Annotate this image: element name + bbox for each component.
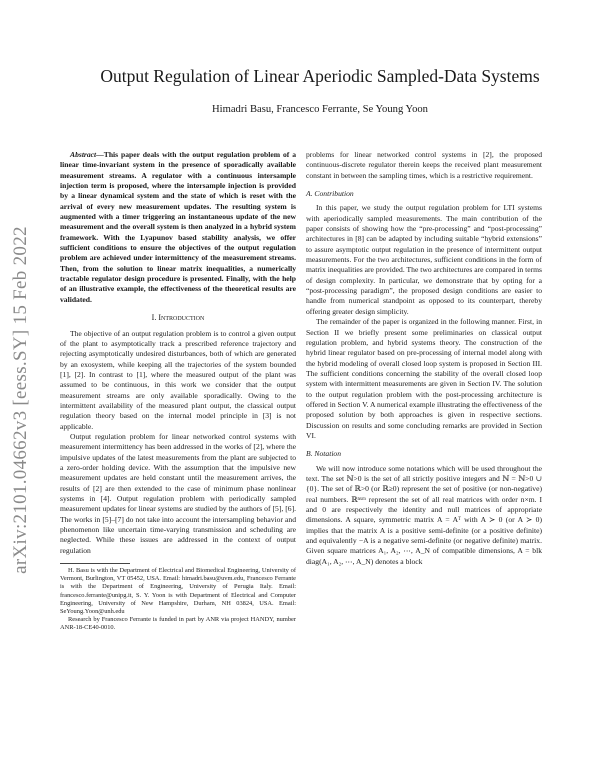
notation-paragraph: We will now introduce some notations which will be used throughout the text. The set ℕ>0 is the set of all strictly positive integers and ℕ = ℕ>0 ∪ {0}. The set of ℝ>0 (or ℝ≥0) represent the set of positive (or non-negative) real numbers. ℝⁿˣᵐ represent the set of all real matrices with order n×m. I and 0 are respectively the identity and null matrices of appropriate dimensions. A square, symmetric matrix A = Aᵀ with A ≻ 0 (or A ≻ 0) implies that the matrix A is a positive semi-definite (or a positive definite) and equivalently −A is a negative semi-definite (or negative definite) matrix. Given square matrices A₁, A₂, ⋯, A_N of compatible dimensions, A = blk diag(A₁, A₂, ⋯, A_N) denotes a block bbox=[306, 463, 542, 566]
organization-paragraph: The remainder of the paper is organized in the following manner. First, in Section II we briefly present some preliminaries on classical output regulation problem, and hybrid systems theory. The construction of the hybrid linear regulator based on pre-processing of internal model along with the hybrid modeling of overall closed loop system is proposed in Section III. The sufficient conditions concerning the stability of the overall closed loop system with intermittent measurements are given in Section IV. The solution to the output regulation problem with the post-processing architecture is offered in Section V. A numerical example illustrating the effectiveness of the proposed solution by both approaches is given in respective sections. Discussion on results and some concluding remarks are provided in Section VI. bbox=[306, 317, 542, 440]
arxiv-stamp bbox=[6, 190, 36, 610]
right-column bbox=[306, 150, 542, 567]
abstract-label: Abstract bbox=[70, 150, 97, 159]
footnote-funding: Research by Francesco Ferrante is funded in part by ANR via project HANDY, number ANR-18-CE40-0010. bbox=[60, 616, 296, 632]
abstract-text: —This paper deals with the output regulation problem of a linear time-invariant system in the presence of sporadically available measurement streams. A regulator with a continuous intersample injection term is proposed, where the intersample injection is provided by a linear dynamical system and the state of which is reset with the arrival of every new measurement updates. The resulting system is augmented with a timer triggering an instantaneous update of the new measurement and the overall system is then analyzed in a hybrid system framework. With the Lyapunov based stability analysis, we offer sufficient conditions to ensure the objectives of the output regulation problem are achieved under intermittency of the measurement streams. Then, from the solution to linear matrix inequalities, a numerically tractable regulator design procedure is presented. Finally, with the help of an illustrative example, the effectiveness of the theoretical results are validated. bbox=[60, 150, 296, 304]
subsection-heading-contribution: A. Contribution bbox=[306, 189, 354, 199]
footnote-rule bbox=[60, 563, 130, 564]
contribution-paragraph: In this paper, we study the output regulation problem for LTI systems with aperiodically sampled measurements. The main contribution of the paper consists of showing how the “pre-processing” and “post-processing” architectures in [8] can be adapted by including suitable “hybrid extensions” to assure asymptotic output regulation in the presence of intermittent output measurements. For the two architectures, sufficient conditions in the form of matrix inequalities are provided. The two architectures are compared in terms of design complexity. In particular, we demonstrate that by opting for a “post-processing paradigm”, the proposed design conditions are easier to handle from numerical standpoint as opposed to its counterpart, thereby offering greater design simplicity. bbox=[306, 203, 542, 316]
intro-paragraph-2: Output regulation problem for linear networked control systems with measurement intermittency has been addressed in the works of [2], where the impulsive updates of the latest measurements from the plant are subjected to a zero-order holding device. With the assumption that the impulsive new measurement updates are held constant until the measurement arrives, the results of [2] are then extended to the case of minimum phase nonlinear systems in [4]. Output regulation problem with periodically sampled measurement updates for linear systems are studied by the authors of [5], [6]. The works in [5]–[7] do not take into account the intersampling behavior and phenomenon like uncertain time-varying transmission and scheduling are neglected. While these issues are addressed in the context of output regulation bbox=[60, 431, 296, 555]
subsection-heading-notation: B. Notation bbox=[306, 449, 342, 459]
abstract bbox=[60, 150, 296, 305]
footnote-affiliations: H. Basu is with the Department of Electrical and Biomedical Engineering, University of Vermont, Burlington, VT 05452, USA. Email: himadri.basu@uvm.edu, Francesco Ferrante is with the Department of Engineering, University of Perugia Italy. Email: francesco.ferrante@unipg.it, S. Y. Yoon is with Department of Electrical and Computer Engineering, University of New Hampshire, Durham, NH 03824, USA. Email: SeYoung.Yoon@unh.edu bbox=[60, 567, 296, 616]
arxiv-id: arXiv:2101.04662v3 [eess.SY] 15 Feb 2022 bbox=[10, 226, 32, 574]
paper-title: Output Regulation of Linear Aperiodic Sampled-Data Systems bbox=[100, 66, 540, 86]
intro-paragraph-1: The objective of an output regulation problem is to control a given output of the plant to asymptotically track a prescribed reference trajectory and rejecting asymptotically undesired disturbances, both of which are generated by an exosystem, while keeping all the trajectories of the system bounded [1], [2]. In contrast to [1], where the measured output of the plant was assumed to be continuous, in this work we consider that the output measurement streams are only available sporadically. Owing to the intermittent availability of the measured plant output, the classical output regulation theory based on the internal model principle in [3] is not applicable. bbox=[60, 328, 296, 431]
paper-authors: Himadri Basu, Francesco Ferrante, Se Young Yoon bbox=[212, 104, 428, 115]
continued-paragraph: problems for linear networked control systems in [2], the proposed continuous-discrete regulator therein keeps the received plant measurement constant in between the sampling times, which is a restrictive requirement. bbox=[306, 150, 542, 180]
left-column bbox=[60, 150, 296, 633]
section-heading-introduction: I. Introduction bbox=[151, 313, 205, 323]
